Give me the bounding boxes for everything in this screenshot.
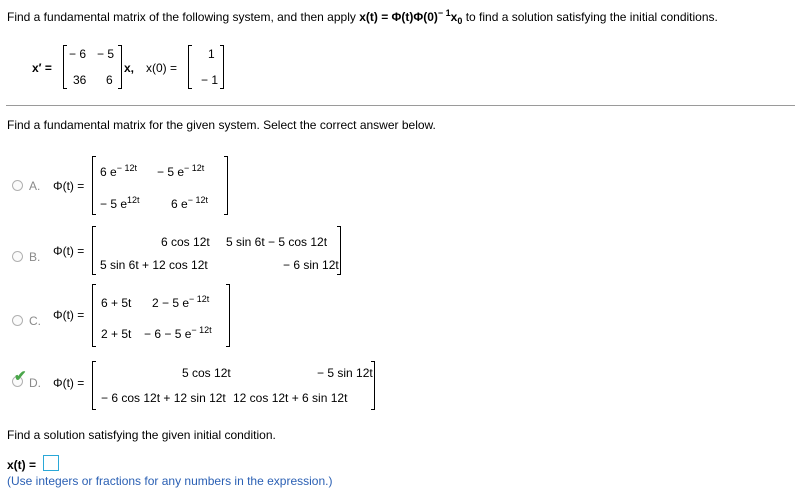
formula-exponent: − 1 — [437, 8, 451, 18]
answer-input[interactable] — [43, 455, 59, 471]
part2-prompt: Find a solution satisfying the given initial condition. — [7, 428, 276, 442]
option-letter: D. — [29, 376, 41, 390]
option-letter: C. — [29, 314, 41, 328]
matrix-cell: 6 $e^{- 12t}$ — [100, 163, 137, 179]
matrix-a-cell: − 5 — [97, 47, 115, 61]
problem-text-end: to find a solution satisfying the initial conditions. — [462, 10, 718, 24]
matrix-cell: − 5 sin 12t — [317, 366, 373, 380]
option-letter: B. — [29, 250, 41, 264]
matrix-left-bracket — [92, 361, 96, 410]
answer-label: x(t) = — [7, 458, 37, 472]
matrix-cell: − 6 cos 12t + 12 sin 12t — [101, 391, 226, 405]
radio-button[interactable] — [12, 180, 23, 191]
matrix-cell: 6 cos 12t — [161, 235, 210, 249]
option-letter: A. — [29, 179, 41, 193]
x0-right-bracket — [220, 45, 224, 89]
phi-label: Φ(t) = — [53, 308, 85, 322]
phi-label: Φ(t) = — [53, 244, 85, 258]
matrix-cell: 5 cos 12t — [182, 366, 231, 380]
phi-label: Φ(t) = — [53, 179, 85, 193]
x0-left-bracket — [188, 45, 192, 89]
matrix-cell: − 5 $e^{12t}$ — [100, 195, 140, 211]
radio-button[interactable] — [12, 251, 23, 262]
x0-cell: 1 — [208, 47, 215, 61]
formula-sub: 0 — [457, 16, 463, 26]
phi-label: Φ(t) = — [53, 376, 85, 390]
x0-label: x(0) = — [146, 61, 178, 75]
checkmark-icon: ✔ — [14, 368, 27, 385]
matrix-a-cell: 6 — [106, 73, 113, 87]
matrix-right-bracket — [224, 156, 228, 215]
problem-statement — [7, 10, 718, 24]
part1-prompt: Find a fundamental matrix for the given system. Select the correct answer below. — [7, 118, 436, 132]
xprime-label: x′ = — [32, 61, 52, 75]
matrix-left-bracket — [92, 284, 96, 347]
matrix-cell: 2 + 5t — [101, 327, 132, 341]
matrix-cell: 5 sin 6t + 12 cos 12t — [100, 258, 208, 272]
section-divider — [6, 105, 795, 106]
formula — [359, 10, 462, 24]
matrix-a-right-bracket — [118, 45, 122, 89]
matrix-cell: 12 cos 12t + 6 sin 12t — [233, 391, 348, 405]
matrix-cell: − 5 $e^{- 12t}$ — [157, 163, 205, 179]
x-label: x, — [124, 61, 135, 75]
matrix-left-bracket — [92, 226, 96, 275]
matrix-cell: 5 sin 6t − 5 cos 12t — [226, 235, 328, 249]
matrix-a-cell: − 6 — [69, 47, 87, 61]
matrix-cell: 2 − 5 $e^{- 12t}$ — [152, 294, 210, 310]
problem-text-start: Find a fundamental matrix of the following system, and then apply — [7, 10, 360, 24]
x0-cell: − 1 — [201, 73, 219, 87]
matrix-cell: − 6 sin 12t — [283, 258, 339, 272]
matrix-left-bracket — [92, 156, 96, 215]
matrix-cell: 6 + 5t — [101, 296, 132, 310]
formula-x: x — [450, 10, 458, 24]
formula-main: x(t) = Φ(t)Φ(0) — [359, 10, 438, 24]
radio-button[interactable] — [12, 315, 23, 326]
matrix-right-bracket — [337, 226, 341, 275]
matrix-cell: 6 $e^{- 12t}$ — [171, 195, 208, 211]
hint-text: (Use integers or fractions for any numbers in the expression.) — [7, 474, 333, 488]
matrix-right-bracket — [371, 361, 375, 410]
matrix-a-cell: 36 — [73, 73, 87, 87]
matrix-a-left-bracket — [63, 45, 67, 89]
matrix-cell: − 6 − 5 $e^{- 12t}$ — [144, 325, 212, 341]
matrix-right-bracket — [226, 284, 230, 347]
